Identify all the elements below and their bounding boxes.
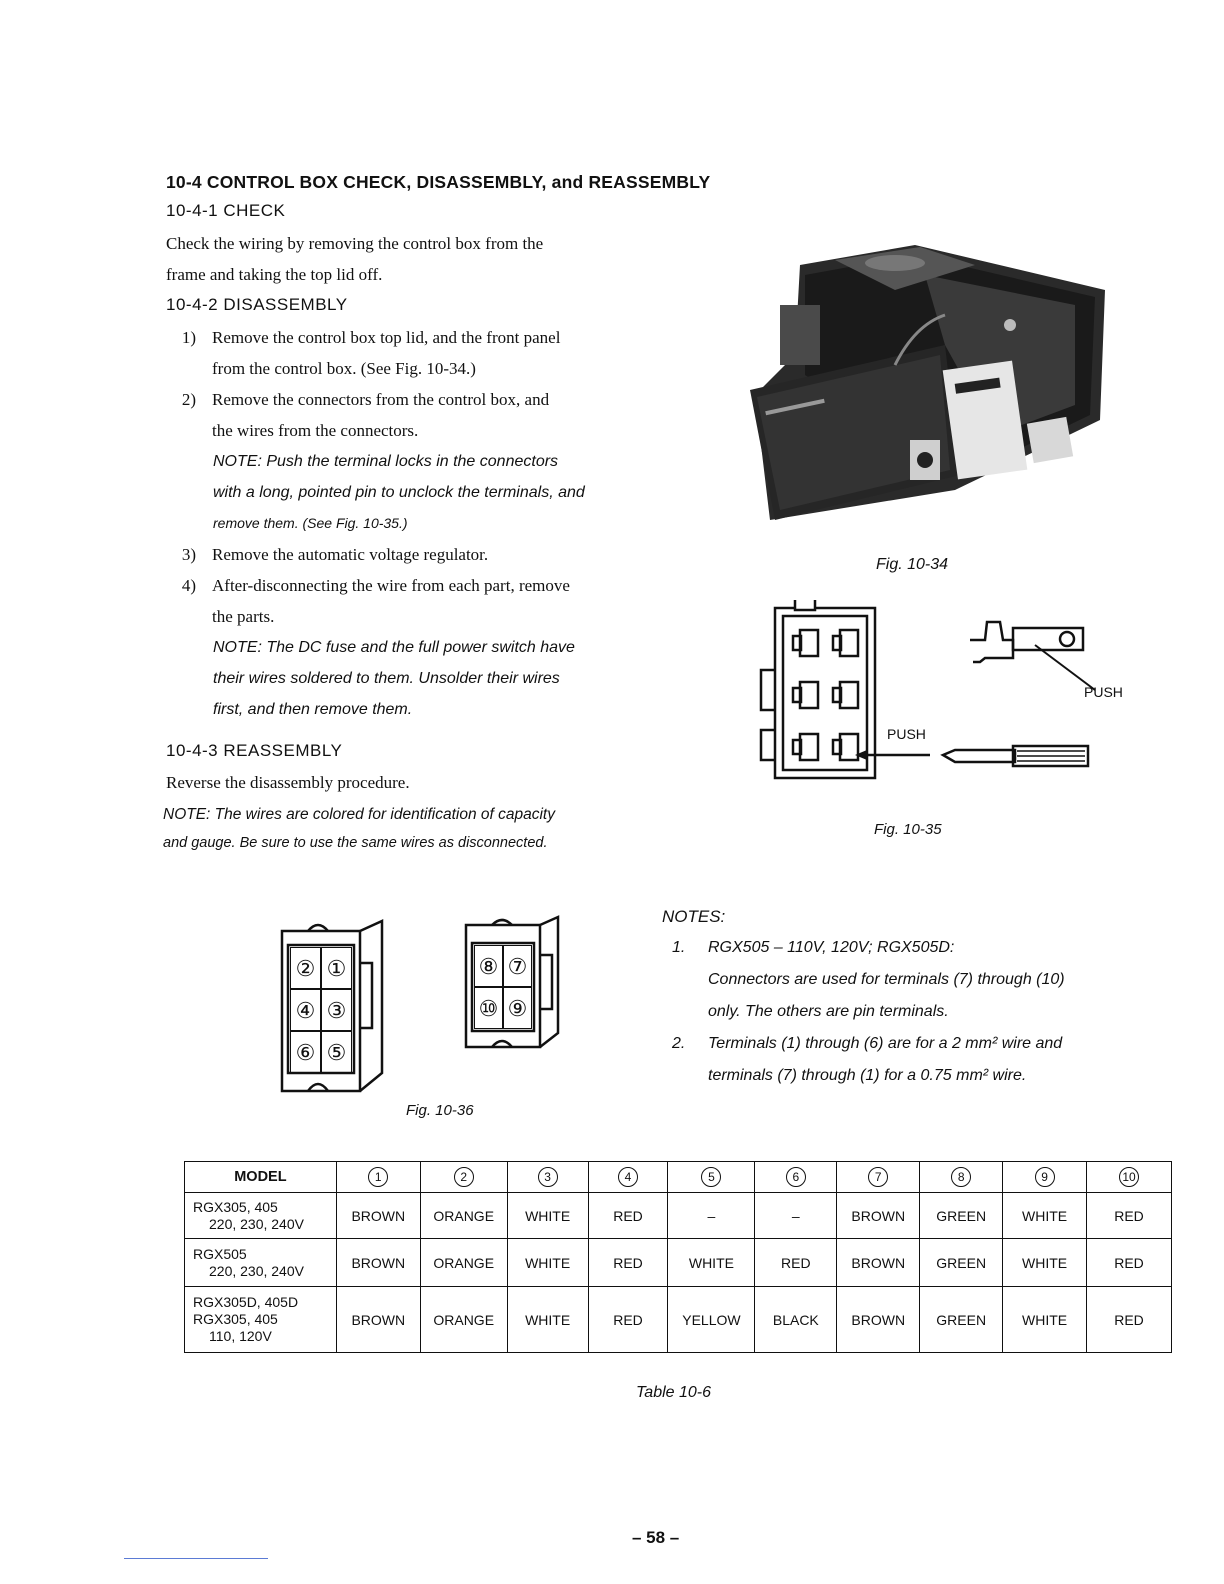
notes-heading: NOTES:	[662, 907, 726, 926]
cell: WHITE	[668, 1239, 755, 1287]
cell: YELLOW	[668, 1287, 755, 1353]
cell: WHITE	[507, 1193, 588, 1239]
reassembly-text: Reverse the disassembly procedure.	[166, 773, 410, 792]
cell: WHITE	[1003, 1287, 1087, 1353]
header-terminal-7: 7	[837, 1162, 920, 1193]
push-label-2: PUSH	[887, 726, 926, 742]
cell: BROWN	[837, 1287, 920, 1353]
header-model: MODEL	[185, 1162, 337, 1193]
model-cell: RGX305, 405 220, 230, 240V	[185, 1193, 337, 1239]
section-title: 10-4 CONTROL BOX CHECK, DISASSEMBLY, and REASSEMBLY	[166, 172, 711, 192]
cell: RED	[1087, 1193, 1172, 1239]
table-header-row	[185, 1162, 1172, 1193]
header-terminal-2: 2	[420, 1162, 507, 1193]
note-terminal-locks: NOTE: Push the terminal locks in the connectors with a long, pointed pin to unclock the terminals, and remove them. (See Fig. 10-35.)	[213, 453, 585, 531]
cell: –	[668, 1193, 755, 1239]
cell: BROWN	[837, 1193, 920, 1239]
terminal-2: ②	[290, 947, 321, 989]
header-terminal-3: 3	[507, 1162, 588, 1193]
cell: WHITE	[1003, 1193, 1087, 1239]
step-2: 2) Remove the connectors from the control box, and the wires from the connectors.	[181, 390, 550, 440]
footer-rule	[124, 1558, 268, 1559]
cell: RED	[588, 1287, 668, 1353]
disassembly-heading: 10-4-2 DISASSEMBLY	[166, 295, 348, 314]
table-caption: Table 10-6	[636, 1384, 712, 1401]
terminal-6: ⑥	[290, 1031, 321, 1073]
note-soldered-wires: NOTE: The DC fuse and the full power switch have their wires soldered to them. Unsolder their wires first, and then remove them.	[213, 639, 575, 718]
wire-color-table	[184, 1161, 1172, 1353]
cell: ORANGE	[420, 1193, 507, 1239]
page-number: – 58 –	[632, 1528, 680, 1547]
cell: RED	[588, 1193, 668, 1239]
header-terminal-10: 10	[1087, 1162, 1172, 1193]
check-heading: 10-4-1 CHECK	[166, 201, 286, 220]
reassembly-heading: 10-4-3 REASSEMBLY	[166, 741, 343, 760]
note-item-2: 2. Terminals (1) through (6) are for a 2 mm² wire and terminals (7) through (1) for a 0.75 mm² wire.	[672, 1035, 1063, 1084]
header-terminal-5: 5	[668, 1162, 755, 1193]
cell: GREEN	[920, 1239, 1003, 1287]
header-terminal-1: 1	[336, 1162, 420, 1193]
header-terminal-9: 9	[1003, 1162, 1087, 1193]
cell: BROWN	[336, 1239, 420, 1287]
cell: BROWN	[837, 1239, 920, 1287]
check-text: Check the wiring by removing the control box from the frame and taking the top lid off.	[166, 234, 544, 284]
note-item-1: 1. RGX505 – 110V, 120V; RGX505D: Connectors are used for terminals (7) through (10) only. The others are pin terminals.	[672, 939, 1065, 1020]
fig-10-36-caption: Fig. 10-36	[406, 1102, 474, 1119]
terminal-4: ④	[290, 989, 321, 1031]
cell: WHITE	[507, 1239, 588, 1287]
reassembly-note: NOTE: The wires are colored for identification of capacity and gauge. Be sure to use the same wires as disconnected.	[163, 806, 555, 851]
header-terminal-8: 8	[920, 1162, 1003, 1193]
terminal-7: ⑦	[503, 945, 532, 987]
control-box-photo	[745, 235, 1115, 525]
terminal-3: ③	[321, 989, 352, 1031]
model-cell: RGX505 220, 230, 240V	[185, 1239, 337, 1287]
disassembly-steps	[166, 322, 646, 725]
terminal-9: ⑨	[503, 987, 532, 1029]
cell: ORANGE	[420, 1287, 507, 1353]
fig-10-35-caption: Fig. 10-35	[874, 821, 942, 838]
cell: GREEN	[920, 1287, 1003, 1353]
connector-six-pin	[278, 913, 388, 1096]
connector-diagram	[755, 600, 1135, 790]
cell: RED	[1087, 1287, 1172, 1353]
header-terminal-4: 4	[588, 1162, 668, 1193]
connector-four-pin	[462, 913, 562, 1053]
table-row	[185, 1239, 1172, 1287]
cell: BROWN	[336, 1287, 420, 1353]
terminal-1: ①	[321, 947, 352, 989]
table-row	[185, 1193, 1172, 1239]
cell: WHITE	[1003, 1239, 1087, 1287]
cell: RED	[588, 1239, 668, 1287]
cell: BLACK	[755, 1287, 837, 1353]
cell: GREEN	[920, 1193, 1003, 1239]
terminal-10: ⑩	[474, 987, 503, 1029]
cell: ORANGE	[420, 1239, 507, 1287]
fig-10-34-caption: Fig. 10-34	[876, 556, 949, 573]
cell: BROWN	[336, 1193, 420, 1239]
table-row	[185, 1287, 1172, 1353]
step-1: 1) Remove the control box top lid, and the front panel from the control box. (See Fig. 10-34.)	[181, 328, 561, 378]
step-4: 4) After-disconnecting the wire from each part, remove the parts.	[181, 576, 570, 626]
header-terminal-6: 6	[755, 1162, 837, 1193]
cell: RED	[1087, 1239, 1172, 1287]
cell: –	[755, 1193, 837, 1239]
notes-list	[672, 932, 1152, 1092]
cell: RED	[755, 1239, 837, 1287]
model-cell: RGX305D, 405D RGX305, 405 110, 120V	[185, 1287, 337, 1353]
cell: WHITE	[507, 1287, 588, 1353]
push-label-1: PUSH	[1084, 684, 1123, 700]
step-3: 3) Remove the automatic voltage regulator.	[181, 545, 489, 564]
terminal-5: ⑤	[321, 1031, 352, 1073]
terminal-8: ⑧	[474, 945, 503, 987]
